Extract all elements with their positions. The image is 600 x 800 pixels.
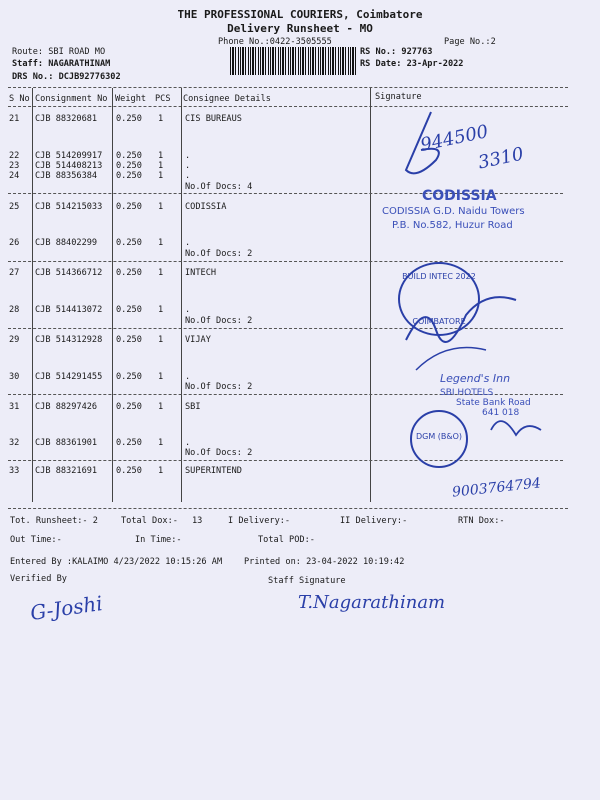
company-name: THE PROFESSIONAL COURIERS, Coimbatore — [177, 8, 423, 21]
verifier-signature: G-Joshi — [28, 591, 105, 625]
barcode — [230, 47, 356, 75]
i-delivery: I Delivery:- — [228, 516, 291, 526]
verified-by-label: Verified By — [10, 574, 67, 584]
col-pcs: PCS — [155, 94, 171, 104]
docs-count: No.Of Docs: 2 — [185, 249, 253, 259]
dgm-stamp: DGM (B&O) — [410, 410, 468, 468]
codissia-stamp-address: P.B. No.582, Huzur Road — [392, 220, 513, 231]
col-signature: Signature — [375, 92, 422, 102]
rtn-dox: RTN Dox:- — [458, 516, 505, 526]
entered-by: Entered By :KALAIMO 4/23/2022 10:15:26 AM — [10, 557, 223, 567]
drs-number: DRS No.: DCJB92776302 — [12, 72, 121, 82]
column-rule — [370, 88, 371, 502]
printed-on: Printed on: 23-04-2022 10:19:42 — [244, 557, 405, 567]
total-dox-label: Total Dox:- — [121, 516, 178, 526]
handwritten-phone: 9003764794 — [451, 475, 542, 501]
column-rule — [32, 88, 33, 502]
handwritten-number: 3310 — [476, 143, 526, 174]
staff-name: Staff: NAGARATHINAM — [12, 59, 111, 69]
staff-signature: T.Nagarathinam — [298, 592, 446, 613]
total-runsheet: Tot. Runsheet:- 2 — [10, 516, 98, 526]
hotel-stamp-name: Legend's Inn — [440, 372, 511, 385]
hotel-stamp-sub: SBI HOTELS — [440, 388, 494, 398]
docs-count: No.Of Docs: 2 — [185, 382, 253, 392]
col-weight: Weight — [115, 94, 147, 104]
handwritten-number: 944500 — [418, 121, 491, 156]
build-intec-stamp: BUILD INTEC 2022 COIMBATORE — [398, 262, 480, 336]
codissia-stamp-address: CODISSIA G.D. Naidu Towers — [382, 206, 525, 217]
out-time: Out Time:- — [10, 535, 62, 545]
divider — [8, 87, 568, 88]
ii-delivery: II Delivery:- — [340, 516, 408, 526]
rs-date: RS Date: 23-Apr-2022 — [360, 59, 464, 69]
docs-count: No.Of Docs: 2 — [185, 316, 253, 326]
column-rule — [112, 88, 113, 502]
total-dox-value: 13 — [192, 516, 203, 526]
in-time: In Time:- — [135, 535, 182, 545]
codissia-stamp-name: CODISSIA — [422, 188, 497, 204]
staff-signature-label: Staff Signature — [268, 576, 346, 586]
col-consignee: Consignee Details — [183, 94, 271, 104]
rs-number: RS No.: 927763 — [360, 47, 433, 57]
document-title: Delivery Runsheet - MO — [227, 22, 373, 35]
route: Route: SBI ROAD MO — [12, 47, 106, 57]
col-consignment: Consignment No — [35, 94, 108, 104]
col-sno: S No — [9, 94, 30, 104]
column-rule — [181, 88, 182, 502]
docs-count: No.Of Docs: 4 — [185, 182, 253, 192]
total-pod: Total POD:- — [258, 535, 315, 545]
phone-number: Phone No.:0422-3505555 — [218, 37, 332, 47]
divider — [8, 508, 568, 509]
hotel-stamp-address: State Bank Road — [456, 398, 531, 408]
page-number: Page No.:2 — [444, 37, 496, 47]
docs-count: No.Of Docs: 2 — [185, 448, 253, 458]
hotel-stamp-pin: 641 018 — [482, 408, 520, 418]
